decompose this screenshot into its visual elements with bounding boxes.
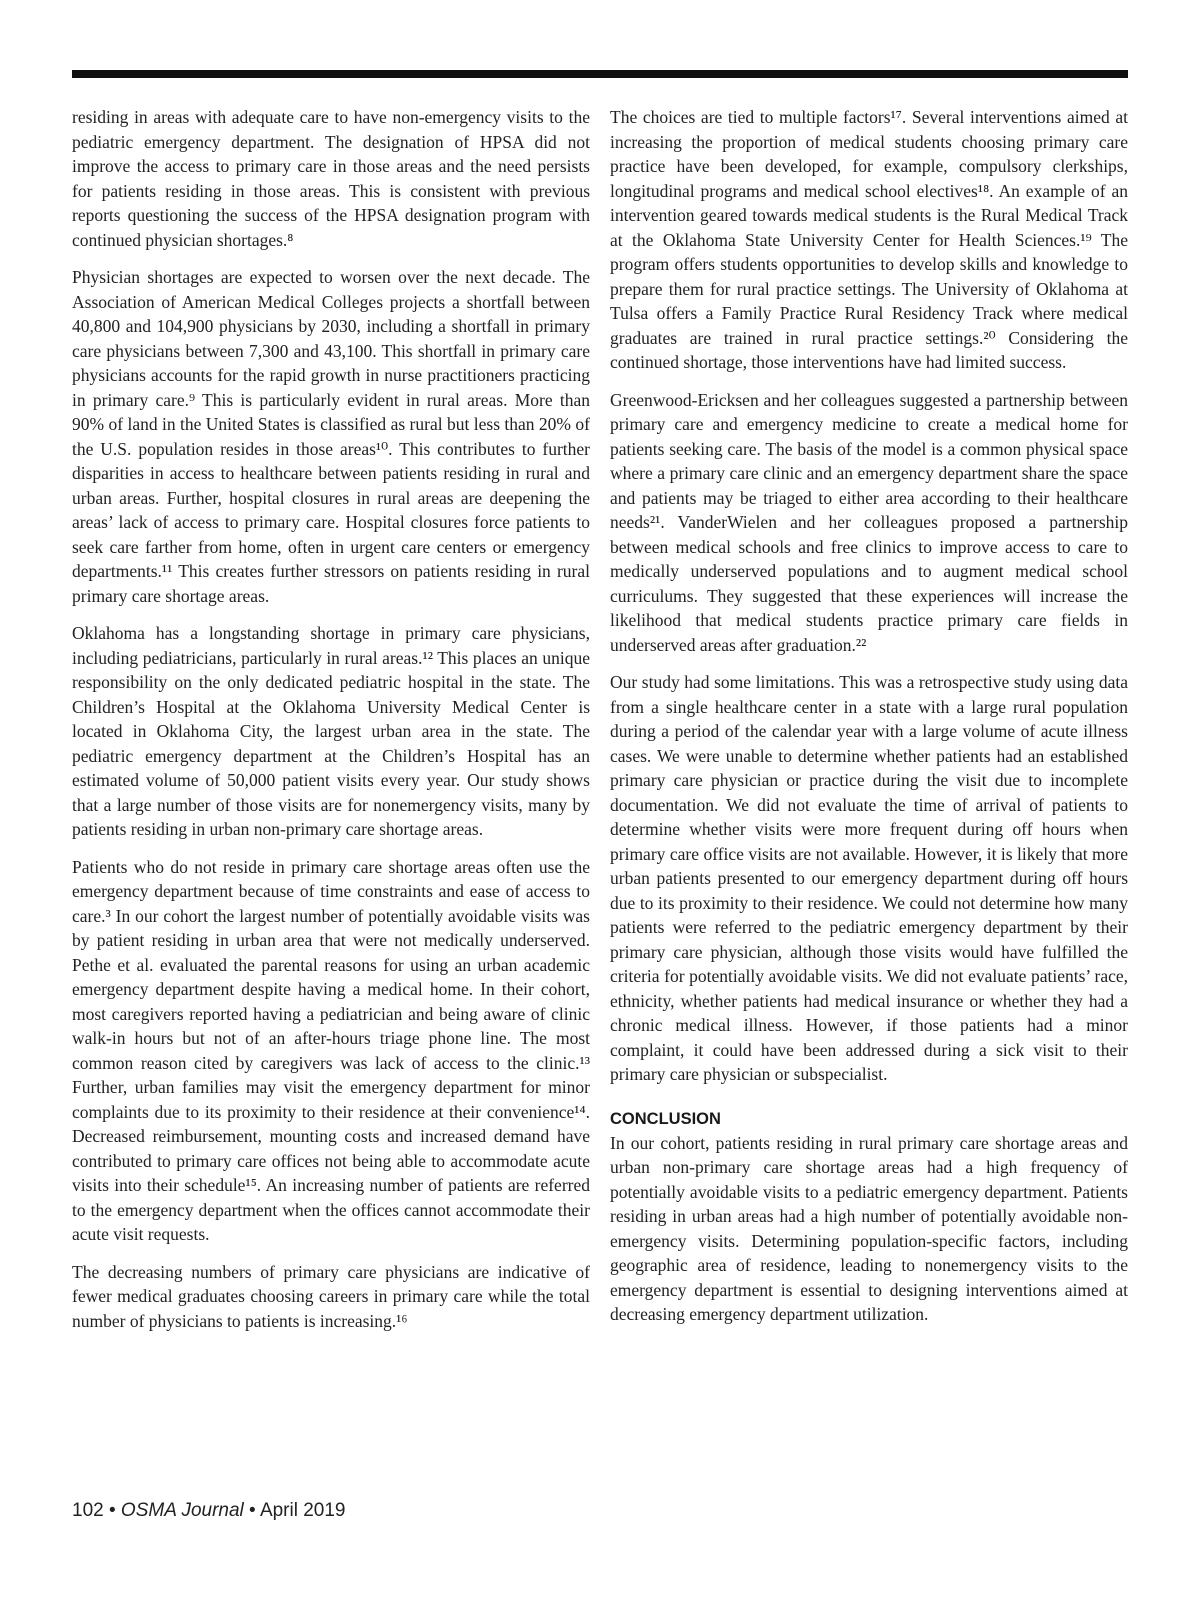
issue-date: April 2019 bbox=[259, 1500, 346, 1521]
paragraph: Physician shortages are expected to worsen over the next decade. The Association of American Medical Colleges projects a shortfall between 40,800 and 104,900 physicians by 2030, including a shortfall in primary care physicians between 7,300 and 43,100. This shortfall in primary care physicians accounts for the rapid growth in nurse practitioners practicing in primary care.⁹ This is particularly evident in rural areas. More than 90% of land in the United States is classified as rural but less than 20% of the U.S. population resides in those areas¹⁰. This contributes to further disparities in access to healthcare between patients residing in rural and urban areas. Further, hospital closures in rural areas are deepening the areas’ lack of access to primary care. Hospital closures force patients to seek care farther from home, often in urgent care centers or emergency departments.¹¹ This creates further stressors on patients residing in rural primary care shortage areas. bbox=[72, 267, 590, 606]
footer-separator: • bbox=[249, 1500, 256, 1521]
left-column bbox=[72, 105, 590, 1346]
conclusion-paragraph: In our cohort, patients residing in rural primary care shortage areas and urban non-primary care shortage areas had a high frequency of potentially avoidable visits to a pediatric emergency department. Patients residing in urban areas had a high number of potentially avoidable non-emergency visits. Determining population-specific factors, including geographic area of residence, leading to nonemergency visits to the emergency department is essential to designing interventions aimed at decreasing emergency department utilization. bbox=[610, 1132, 1128, 1324]
paragraph: Oklahoma has a longstanding shortage in primary care physicians, including pediatricians, particularly in rural areas.¹² This places an unique responsibility on the only dedicated pediatric hospital in the state. The Children’s Hospital at the Oklahoma University Medical Center is located in Oklahoma City, the largest urban area in the state. The pediatric emergency department at the Children’s Hospital has an estimated volume of 50,000 patient visits every year. Our study shows that a large number of those visits are for nonemergency visits, many by patients residing in urban non-primary care shortage areas. bbox=[72, 623, 590, 839]
footer-separator: • bbox=[108, 1500, 116, 1521]
top-rule bbox=[72, 70, 1128, 78]
paragraph: The choices are tied to multiple factors¹⁷. Several interventions aimed at increasing the proportion of medical students choosing primary care practice have been developed, for example, compulsory clerkships, longitudinal programs and medical school electives¹⁸. An example of an intervention geared towards medical students is the Rural Medical Track at the Oklahoma State University Center for Health Sciences.¹⁹ The program offers students opportunities to develop skills and knowledge to prepare them for rural practice settings. The University of Oklahoma at Tulsa offers a Family Practice Rural Residency Track where medical graduates are trained in rural practice settings.²⁰ Considering the continued shortage, those interventions have had limited success. bbox=[610, 107, 1128, 372]
right-column bbox=[610, 105, 1128, 1340]
journal-name: OSMA Journal bbox=[120, 1500, 244, 1521]
paragraph: Our study had some limitations. This was a retrospective study using data from a single healthcare center in a state with a large rural population during a period of the calendar year with a large volume of acute illness cases. We were unable to determine whether patients had an established primary care physician or practice during the visit due to incomplete documentation. We did not evaluate the time of arrival of patients to determine whether visits were more frequent during off hours when primary care office visits are not available. However, it is likely that more urban patients presented to our emergency department during off hours due to its proximity to their residence. We could not determine how many patients were referred to the pediatric emergency department by their primary care physician, although those visits would have fulfilled the criteria for potentially avoidable visits. We did not evaluate patients’ race, ethnicity, whether patients had medical insurance or whether they had a chronic medical illness. However, if those patients had a minor complaint, it could have been addressed during a sick visit to their primary care physician or subspecialist. bbox=[610, 672, 1128, 1084]
paragraph: residing in areas with adequate care to have non-emergency visits to the pediatric emergency department. The designation of HPSA did not improve the access to primary care in those areas and the need persists for patients residing in those areas. This is consistent with previous reports questioning the success of the HPSA designation program with continued physician shortages.⁸ bbox=[72, 107, 590, 250]
paragraph: The decreasing numbers of primary care physicians are indicative of fewer medical graduates choosing careers in primary care while the total number of physicians to patients is increasing.¹⁶ bbox=[72, 1261, 590, 1331]
conclusion-heading: CONCLUSION bbox=[610, 1109, 721, 1128]
paragraph: Greenwood-Ericksen and her colleagues suggested a partnership between primary care and emergency medicine to create a medical home for patients seeking care. The basis of the model is a common physical space where a primary care clinic and an emergency department share the space and patients may be triaged to either area according to their healthcare needs²¹. VanderWielen and her colleagues proposed a partnership between medical schools and free clinics to improve access to care to medically underserved populations and to augment medical school curriculums. They suggested that these experiences will increase the likelihood that medical students practice primary care fields in underserved areas after graduation.²² bbox=[610, 389, 1128, 655]
page-number: 102 bbox=[72, 1500, 104, 1521]
paragraph: Patients who do not reside in primary care shortage areas often use the emergency department because of time constraints and ease of access to care.³ In our cohort the largest number of potentially avoidable visits was by patient residing in urban area that were not medically underserved. Pethe et al. evaluated the parental reasons for using an urban academic emergency department despite having a medical home. In their cohort, most caregivers reported having a pediatrician and being aware of clinic walk-in hours but not of an after-hours triage phone line. The most common reason cited by caregivers was lack of access to the clinic.¹³ Further, urban families may visit the emergency department for minor complaints due to its proximity to their residence at their convenience¹⁴. Decreased reimbursement, mounting costs and increased demand have contributed to primary care offices not being able to accommodate acute visits into their schedule¹⁵. An increasing number of patients are referred to the emergency department when the offices cannot accommodate their acute visit requests. bbox=[72, 856, 590, 1244]
page-footer bbox=[72, 1500, 346, 1522]
